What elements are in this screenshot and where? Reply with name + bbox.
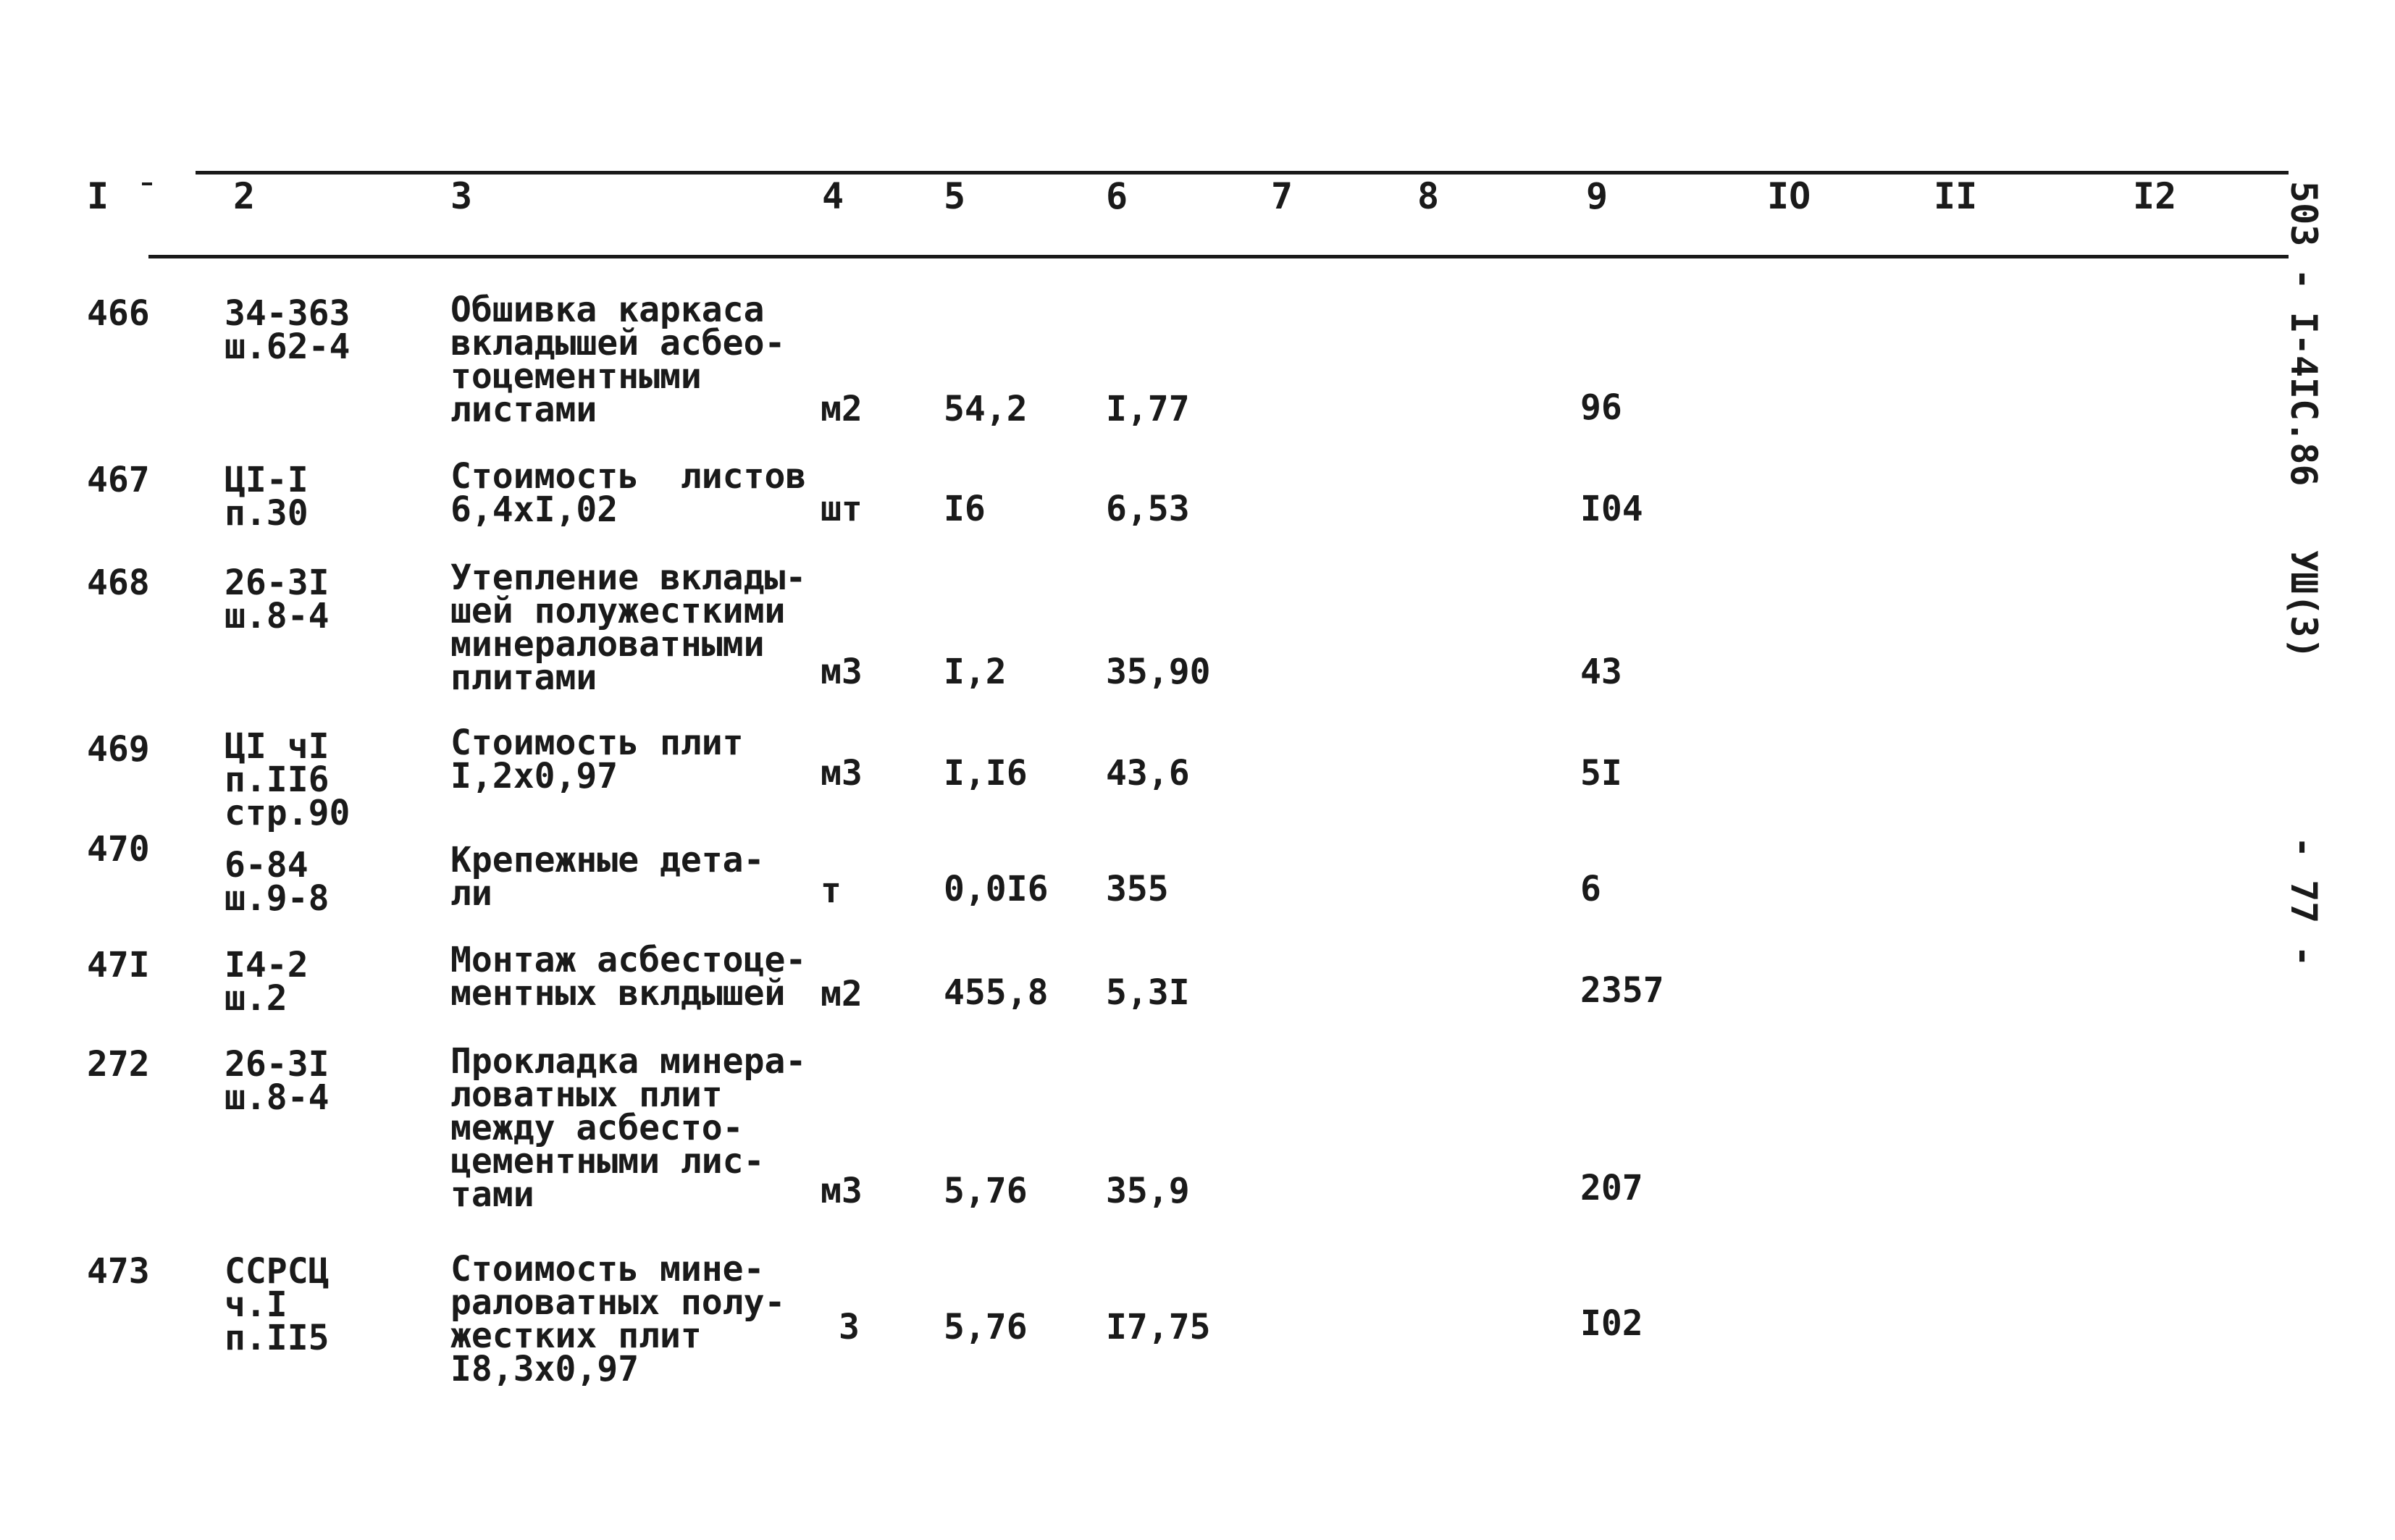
margin-section-code: УШ(3) [2283, 550, 2325, 660]
row-number: 469 [87, 729, 150, 770]
unit: м2 [821, 974, 863, 1014]
unit-price: 5,3I [1106, 972, 1190, 1013]
unit-price: 35,9 [1106, 1171, 1190, 1211]
quantity: I6 [944, 489, 986, 529]
quantity: 0,0I6 [944, 869, 1049, 909]
row-number: 473 [87, 1251, 150, 1292]
column-header-2: 2 [233, 175, 256, 217]
total-cost: 5I [1580, 753, 1622, 794]
column-header-12: I2 [2133, 175, 2177, 217]
total-cost: 43 [1580, 652, 1622, 692]
norm-code: 26-3I ш.8-4 [225, 1044, 330, 1118]
total-cost: I02 [1580, 1303, 1643, 1344]
column-header-11: II [1934, 175, 1978, 217]
work-description: Утепление вклады- шей полужесткими минераловатными плитами [450, 557, 807, 698]
column-header-7: 7 [1271, 175, 1293, 217]
unit: м3 [821, 753, 863, 794]
column-header-5: 5 [944, 175, 966, 217]
work-description: Монтаж асбестоце- ментных вклдышей [450, 940, 807, 1014]
norm-code: 26-3I ш.8-4 [225, 563, 330, 636]
norm-code: ЦI-I п.30 [225, 460, 309, 534]
unit-price: 355 [1106, 869, 1169, 909]
column-header-1: I [87, 175, 109, 217]
norm-code: 34-363 ш.62-4 [225, 293, 351, 367]
total-cost: 6 [1580, 869, 1601, 909]
row-number: 470 [87, 829, 150, 870]
work-description: Стоимость листов 6,4хI,02 [450, 456, 807, 530]
unit-price: 43,6 [1106, 753, 1190, 794]
unit: м2 [821, 389, 863, 429]
header-bottom-rule [148, 255, 2289, 258]
quantity: I,I6 [944, 753, 1028, 794]
quantity: 455,8 [944, 972, 1049, 1013]
row-number: 467 [87, 460, 150, 500]
unit-price: I,77 [1106, 389, 1190, 429]
quantity: 5,76 [944, 1307, 1028, 1347]
work-description: Стоимость плит I,2х0,97 [450, 723, 744, 796]
quantity: 54,2 [944, 389, 1028, 429]
unit: 3 [839, 1307, 860, 1347]
header-top-rule [196, 171, 2289, 174]
unit-price: 6,53 [1106, 489, 1190, 529]
unit-price: I7,75 [1106, 1307, 1211, 1347]
unit: т [821, 870, 842, 911]
total-cost: 96 [1580, 387, 1622, 428]
quantity: I,2 [944, 652, 1007, 692]
total-cost: 2357 [1580, 970, 1664, 1011]
column-header-6: 6 [1106, 175, 1128, 217]
total-cost: I04 [1580, 489, 1643, 529]
unit: шт [821, 489, 863, 529]
norm-code: 6-84 ш.9-8 [225, 845, 330, 919]
column-header-9: 9 [1586, 175, 1608, 217]
norm-code: ССРСЦ ч.I п.II5 [225, 1251, 330, 1358]
column-header-10: IO [1767, 175, 1811, 217]
margin-document-code: 503 - I-4IС.86 [2283, 181, 2325, 487]
norm-code: ЦI чI п.II6 стр.90 [225, 726, 351, 833]
row-number: 468 [87, 563, 150, 603]
quantity: 5,76 [944, 1171, 1028, 1211]
column-header-4: 4 [822, 175, 844, 217]
work-description: Стоимость мине- раловатных полу- жестких плит I8,3х0,97 [450, 1249, 786, 1389]
row-number: 272 [87, 1044, 150, 1085]
unit-price: 35,90 [1106, 652, 1211, 692]
row-number: 47I [87, 945, 150, 985]
unit: м3 [821, 652, 863, 692]
total-cost: 207 [1580, 1168, 1643, 1208]
norm-code: I4-2 ш.2 [225, 945, 309, 1019]
work-description: Прокладка минера- ловатных плит между асбесто- цементными лис- тами [450, 1041, 807, 1215]
margin-page-number: - 77 - [2283, 836, 2325, 967]
work-description: Крепежные дета- ли [450, 840, 765, 914]
work-description: Обшивка каркаса вкладышей асбео- тоцементными листами [450, 290, 786, 430]
row-number: 466 [87, 293, 150, 334]
unit: м3 [821, 1171, 863, 1211]
header-tick [142, 182, 152, 185]
column-header-3: 3 [450, 175, 473, 217]
column-header-8: 8 [1417, 175, 1440, 217]
